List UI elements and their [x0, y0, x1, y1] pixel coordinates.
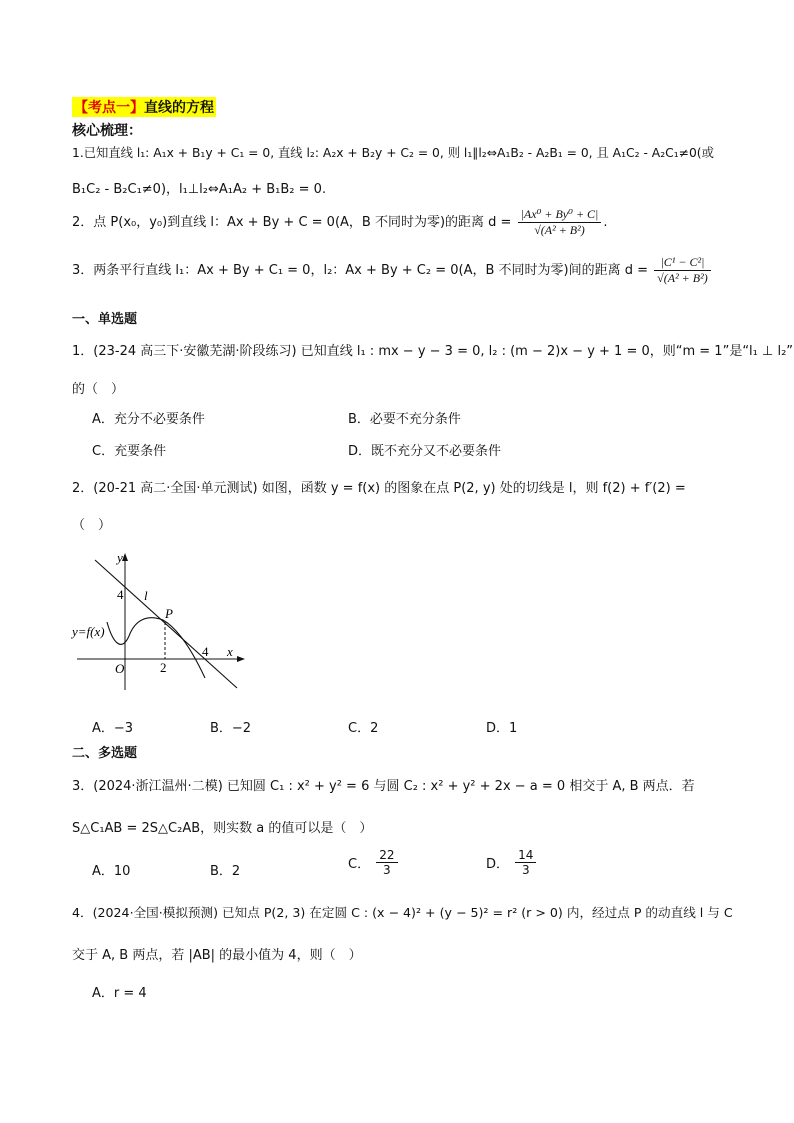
section-bracket-open: 【 [74, 100, 88, 116]
q2-figure [65, 548, 255, 698]
section-title: 直线的方程 [144, 100, 214, 116]
q1-line-a: 1．(23-24 高三下·安徽芜湖·阶段练习) 已知直线 l₁ : mx − y − 3 = 0, l₂ : (m − 2)x − y + 1 = 0，则“m = 1”是“l₁ ⊥ l₂” [72, 344, 794, 359]
q4-line-b: 交于 A, B 两点，若 |AB| 的最小值为 4，则（ ） [72, 948, 362, 963]
fig-origin-label: O [115, 661, 125, 676]
item3-frac-num: |C¹ − C²| [654, 255, 711, 271]
q1-option-d[interactable]: D．既不充分又不必要条件 [348, 444, 502, 459]
part2-heading: 二、多选题 [72, 746, 138, 761]
q3-option-d-fraction [515, 848, 536, 877]
q3-option-d-letter: D． [486, 857, 510, 872]
q3-frac-c-den: 3 [383, 863, 391, 877]
fig-line-label: l [144, 588, 148, 603]
fig-curve-label: y=f(x) [72, 624, 105, 639]
q4-line-a: 4．(2024·全国·模拟预测) 已知点 P(2, 3) 在定圆 C : (x − 4)² + (y − 5)² = r² (r > 0) 内，经过点 P 的动直线 l 与 C [72, 905, 733, 920]
item1-line-b: B₁C₂ - B₂C₁≠0)，l₁⊥l₂⇔A₁A₂ + B₁B₂ = 0. [72, 182, 327, 197]
q2-line-a: 2．(20-21 高二·全国·单元测试) 如图，函数 y = f(x) 的图象在点 P(2, y) 处的切线是 l，则 f(2) + f′(2) = [72, 481, 686, 496]
item3-text: 3．两条平行直线 l₁：Ax + By + C₁ = 0，l₂：Ax + By + C₂ = 0(A，B 不同时为零)间的距离 d = [72, 263, 649, 278]
q3-option-d[interactable] [486, 848, 538, 877]
item2-frac-num: |Ax⁰ + By⁰ + C| [518, 207, 602, 223]
q3-frac-c-num: 22 [376, 848, 397, 863]
item2-fraction [518, 207, 602, 238]
item3-line [72, 255, 713, 286]
fig-y-tick-4: 4 [117, 587, 124, 602]
q2-line-b: （ ） [72, 518, 112, 533]
q2-option-b[interactable]: B．−2 [210, 721, 252, 736]
item2-line [72, 207, 607, 238]
item2-text: 2．点 P(x₀，y₀)到直线 l：Ax + By + C = 0(A，B 不同时为零)的距离 d = [72, 215, 512, 230]
fig-x-tick-2: 2 [160, 660, 167, 675]
item1-line-a: 1.已知直线 l₁: A₁x + B₁y + C₁ = 0, 直线 l₂: A₂x + B₂y + C₂ = 0, 则 l₁∥l₂⇔A₁B₂ - A₂B₁ = 0, 且 A₁C₂ - A₂C₁≠0(或 [72, 146, 714, 160]
q1-option-c[interactable]: C．充要条件 [92, 444, 167, 459]
fig-x-tick-4: 4 [202, 644, 209, 659]
item3-frac-den: √(A² + B²) [657, 271, 708, 285]
q2-option-a[interactable]: A．−3 [92, 721, 134, 736]
q3-option-c-letter: C． [348, 857, 371, 872]
q1-option-b[interactable]: B．必要不充分条件 [348, 412, 461, 427]
q3-line-a: 3．(2024·浙江温州·二模) 已知圆 C₁ : x² + y² = 6 与圆 C₂ : x² + y² + 2x − a = 0 相交于 A, B 两点．若 [72, 779, 695, 794]
q3-frac-d-den: 3 [521, 863, 530, 877]
q3-option-b[interactable]: B．2 [210, 864, 241, 879]
q3-frac-d-num: 14 [515, 848, 536, 863]
section-bracket-close: 】 [130, 100, 144, 116]
part1-heading: 一、单选题 [72, 312, 138, 327]
fig-point-label: P [165, 606, 173, 621]
q3-option-c-fraction [376, 848, 397, 877]
q1-option-a[interactable]: A．充分不必要条件 [92, 412, 205, 427]
item2-frac-den: √(A² + B²) [534, 223, 585, 237]
q3-line-b: S△C₁AB = 2S△C₂AB，则实数 a 的值可以是（ ） [72, 821, 373, 836]
item2-tail: . [603, 215, 608, 230]
section-heading [72, 97, 216, 117]
q3-option-c[interactable] [348, 848, 400, 877]
fig-y-axis-label: y [117, 550, 123, 565]
q2-option-d[interactable]: D．1 [486, 721, 518, 736]
q4-option-a[interactable]: A．r = 4 [92, 986, 147, 1001]
fig-x-axis-label: x [227, 644, 233, 659]
item3-fraction [654, 255, 711, 286]
section-key: 考点一 [88, 100, 130, 116]
q3-option-a[interactable]: A．10 [92, 864, 131, 879]
q1-line-b: 的（ ） [72, 382, 125, 397]
core-label: 核心梳理： [72, 123, 142, 139]
q2-option-c[interactable]: C．2 [348, 721, 379, 736]
